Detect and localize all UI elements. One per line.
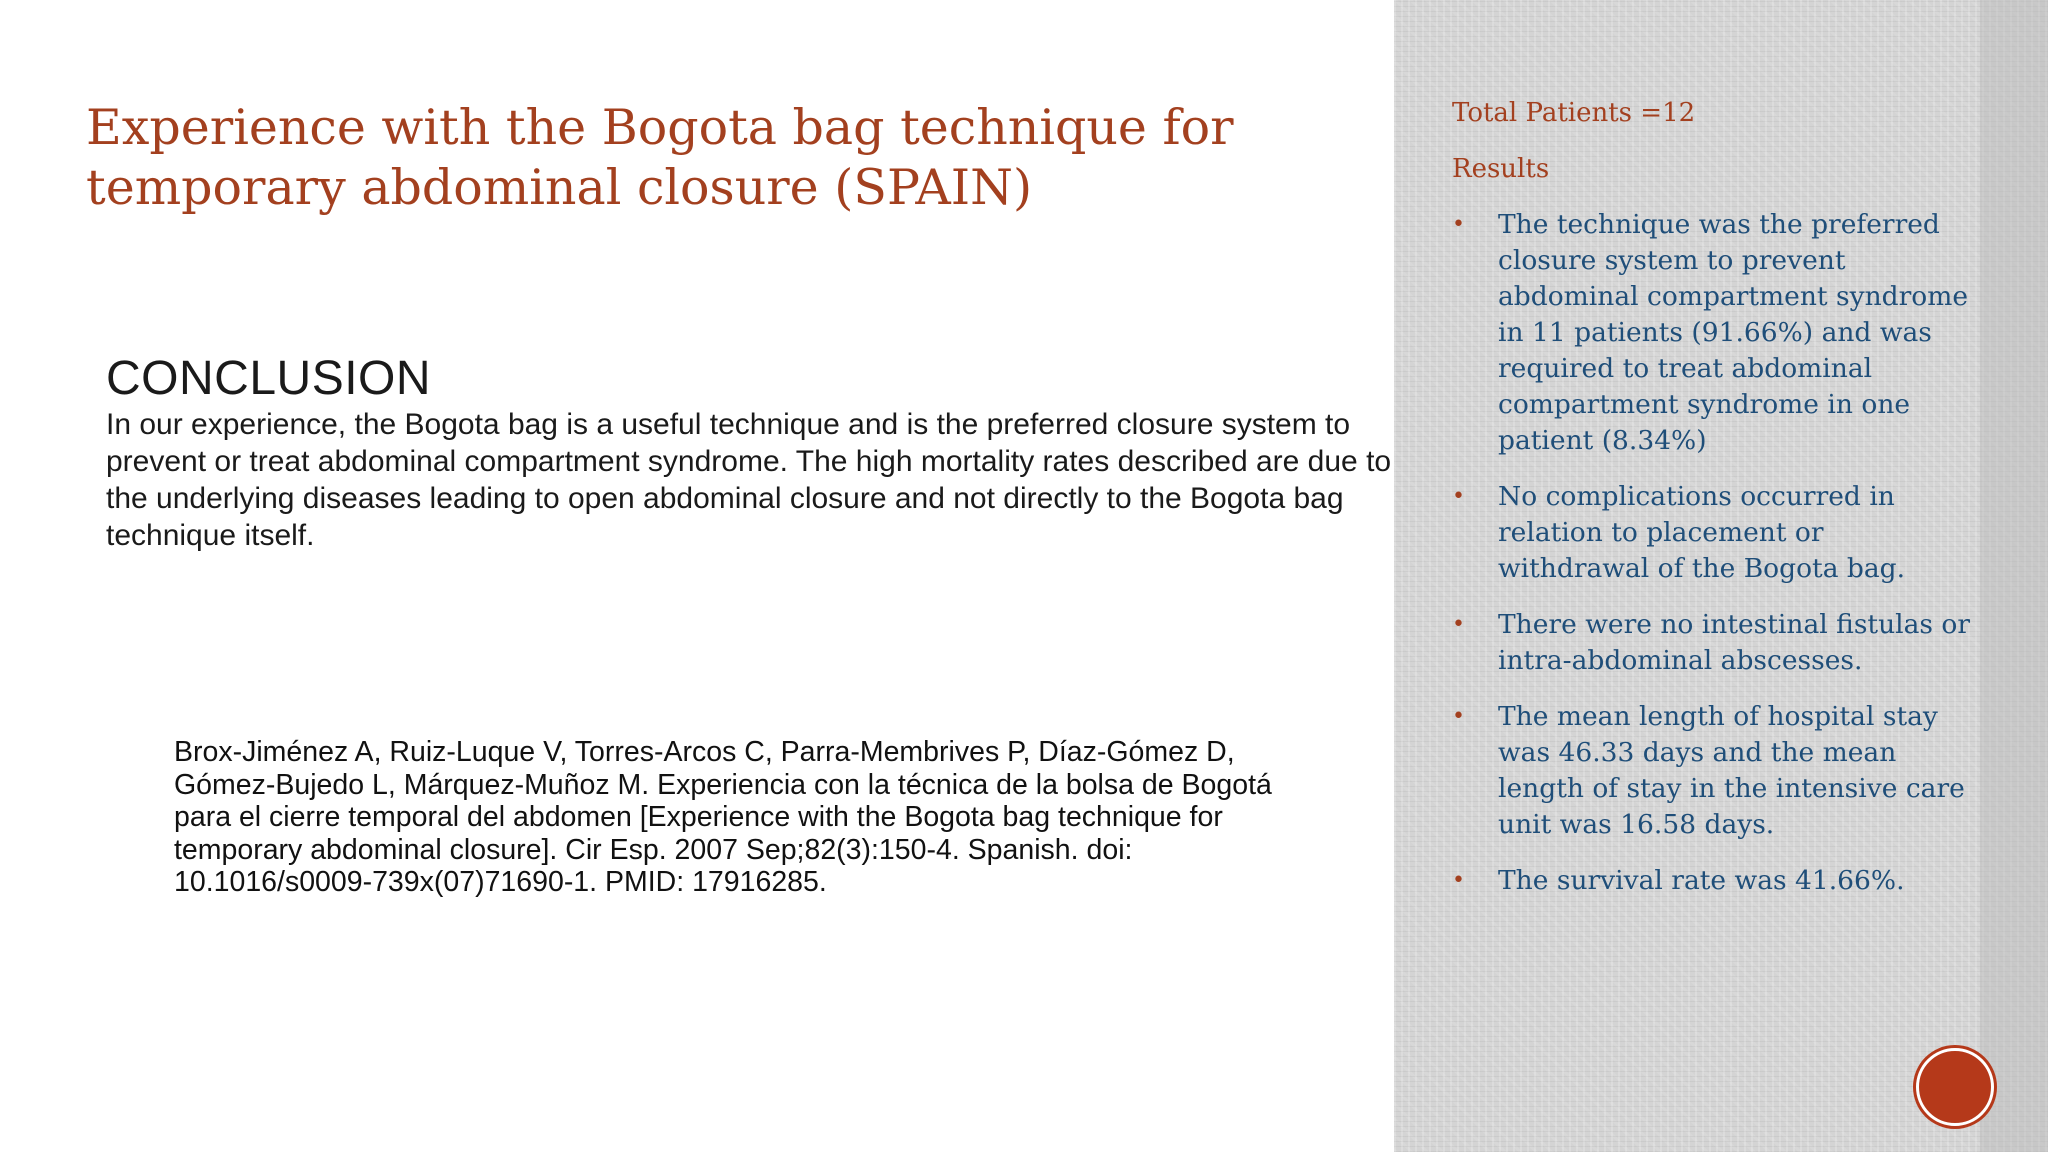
slide-title-line-1: Experience with the Bogota bag technique for <box>86 99 1234 156</box>
result-item-2 <box>1452 479 1972 587</box>
conclusion-heading: CONCLUSION <box>106 352 432 405</box>
bullet-icon: • <box>1452 212 1465 237</box>
result-item-5 <box>1452 863 1972 899</box>
results-label: Results <box>1452 154 1550 184</box>
result-item-1 <box>1452 207 1972 459</box>
results-list <box>1452 207 1972 899</box>
reference-citation: Brox-Jiménez A, Ruiz-Luque V, Torres-Arcos C, Parra-Membrives P, Díaz-Gómez D, Gómez-Bujedo L, Márquez-Muñoz M. Experiencia con la técnica de la bolsa de Bogotá para el cierre temporal del abdomen [Experience with the Bogota bag technique for temporary abdominal closure]. Cir Esp. 2007 Sep;82(3):150-4. Spanish. doi: 10.1016/s0009-739x(07)71690-1. PMID: 17916285. <box>174 736 1272 898</box>
panel-edge-strip <box>1980 0 2048 1152</box>
conclusion-text: In our experience, the Bogota bag is a useful technique and is the preferred closure system to prevent or treat abdominal compartment syndrome. The high mortality rates described are due to the underlying diseases leading to open abdominal closure and not directly to the Bogota bag technique itself. <box>106 408 1392 552</box>
total-patients-label: Total Patients =12 <box>1452 98 1696 128</box>
slide-title <box>86 98 1336 218</box>
bullet-icon: • <box>1452 704 1465 729</box>
results-content <box>1452 95 1972 919</box>
conclusion-block <box>106 352 1406 554</box>
result-item-text: There were no intestinal fistulas or intra-abdominal abscesses. <box>1498 609 1971 676</box>
slide-title-line-2: temporary abdominal closure (SPAIN) <box>86 159 1033 216</box>
bullet-icon: • <box>1452 484 1465 509</box>
result-item-text: The technique was the preferred closure system to prevent abdominal compartment syndrome in 11 patients (91.66%) and was required to treat abdominal compartment syndrome in one patient (8.34%) <box>1498 209 1969 456</box>
result-item-text: No complications occurred in relation to placement or withdrawal of the Bogota bag. <box>1498 481 1906 584</box>
result-item-text: The mean length of hospital stay was 46.33 days and the mean length of stay in the intensive care unit was 16.58 days. <box>1498 701 1965 840</box>
result-item-3 <box>1452 607 1972 679</box>
slide-number-badge-icon <box>1916 1048 1994 1126</box>
bullet-icon: • <box>1452 612 1465 637</box>
result-item-4 <box>1452 699 1972 843</box>
result-item-text: The survival rate was 41.66%. <box>1498 865 1905 896</box>
bullet-icon: • <box>1452 868 1465 893</box>
